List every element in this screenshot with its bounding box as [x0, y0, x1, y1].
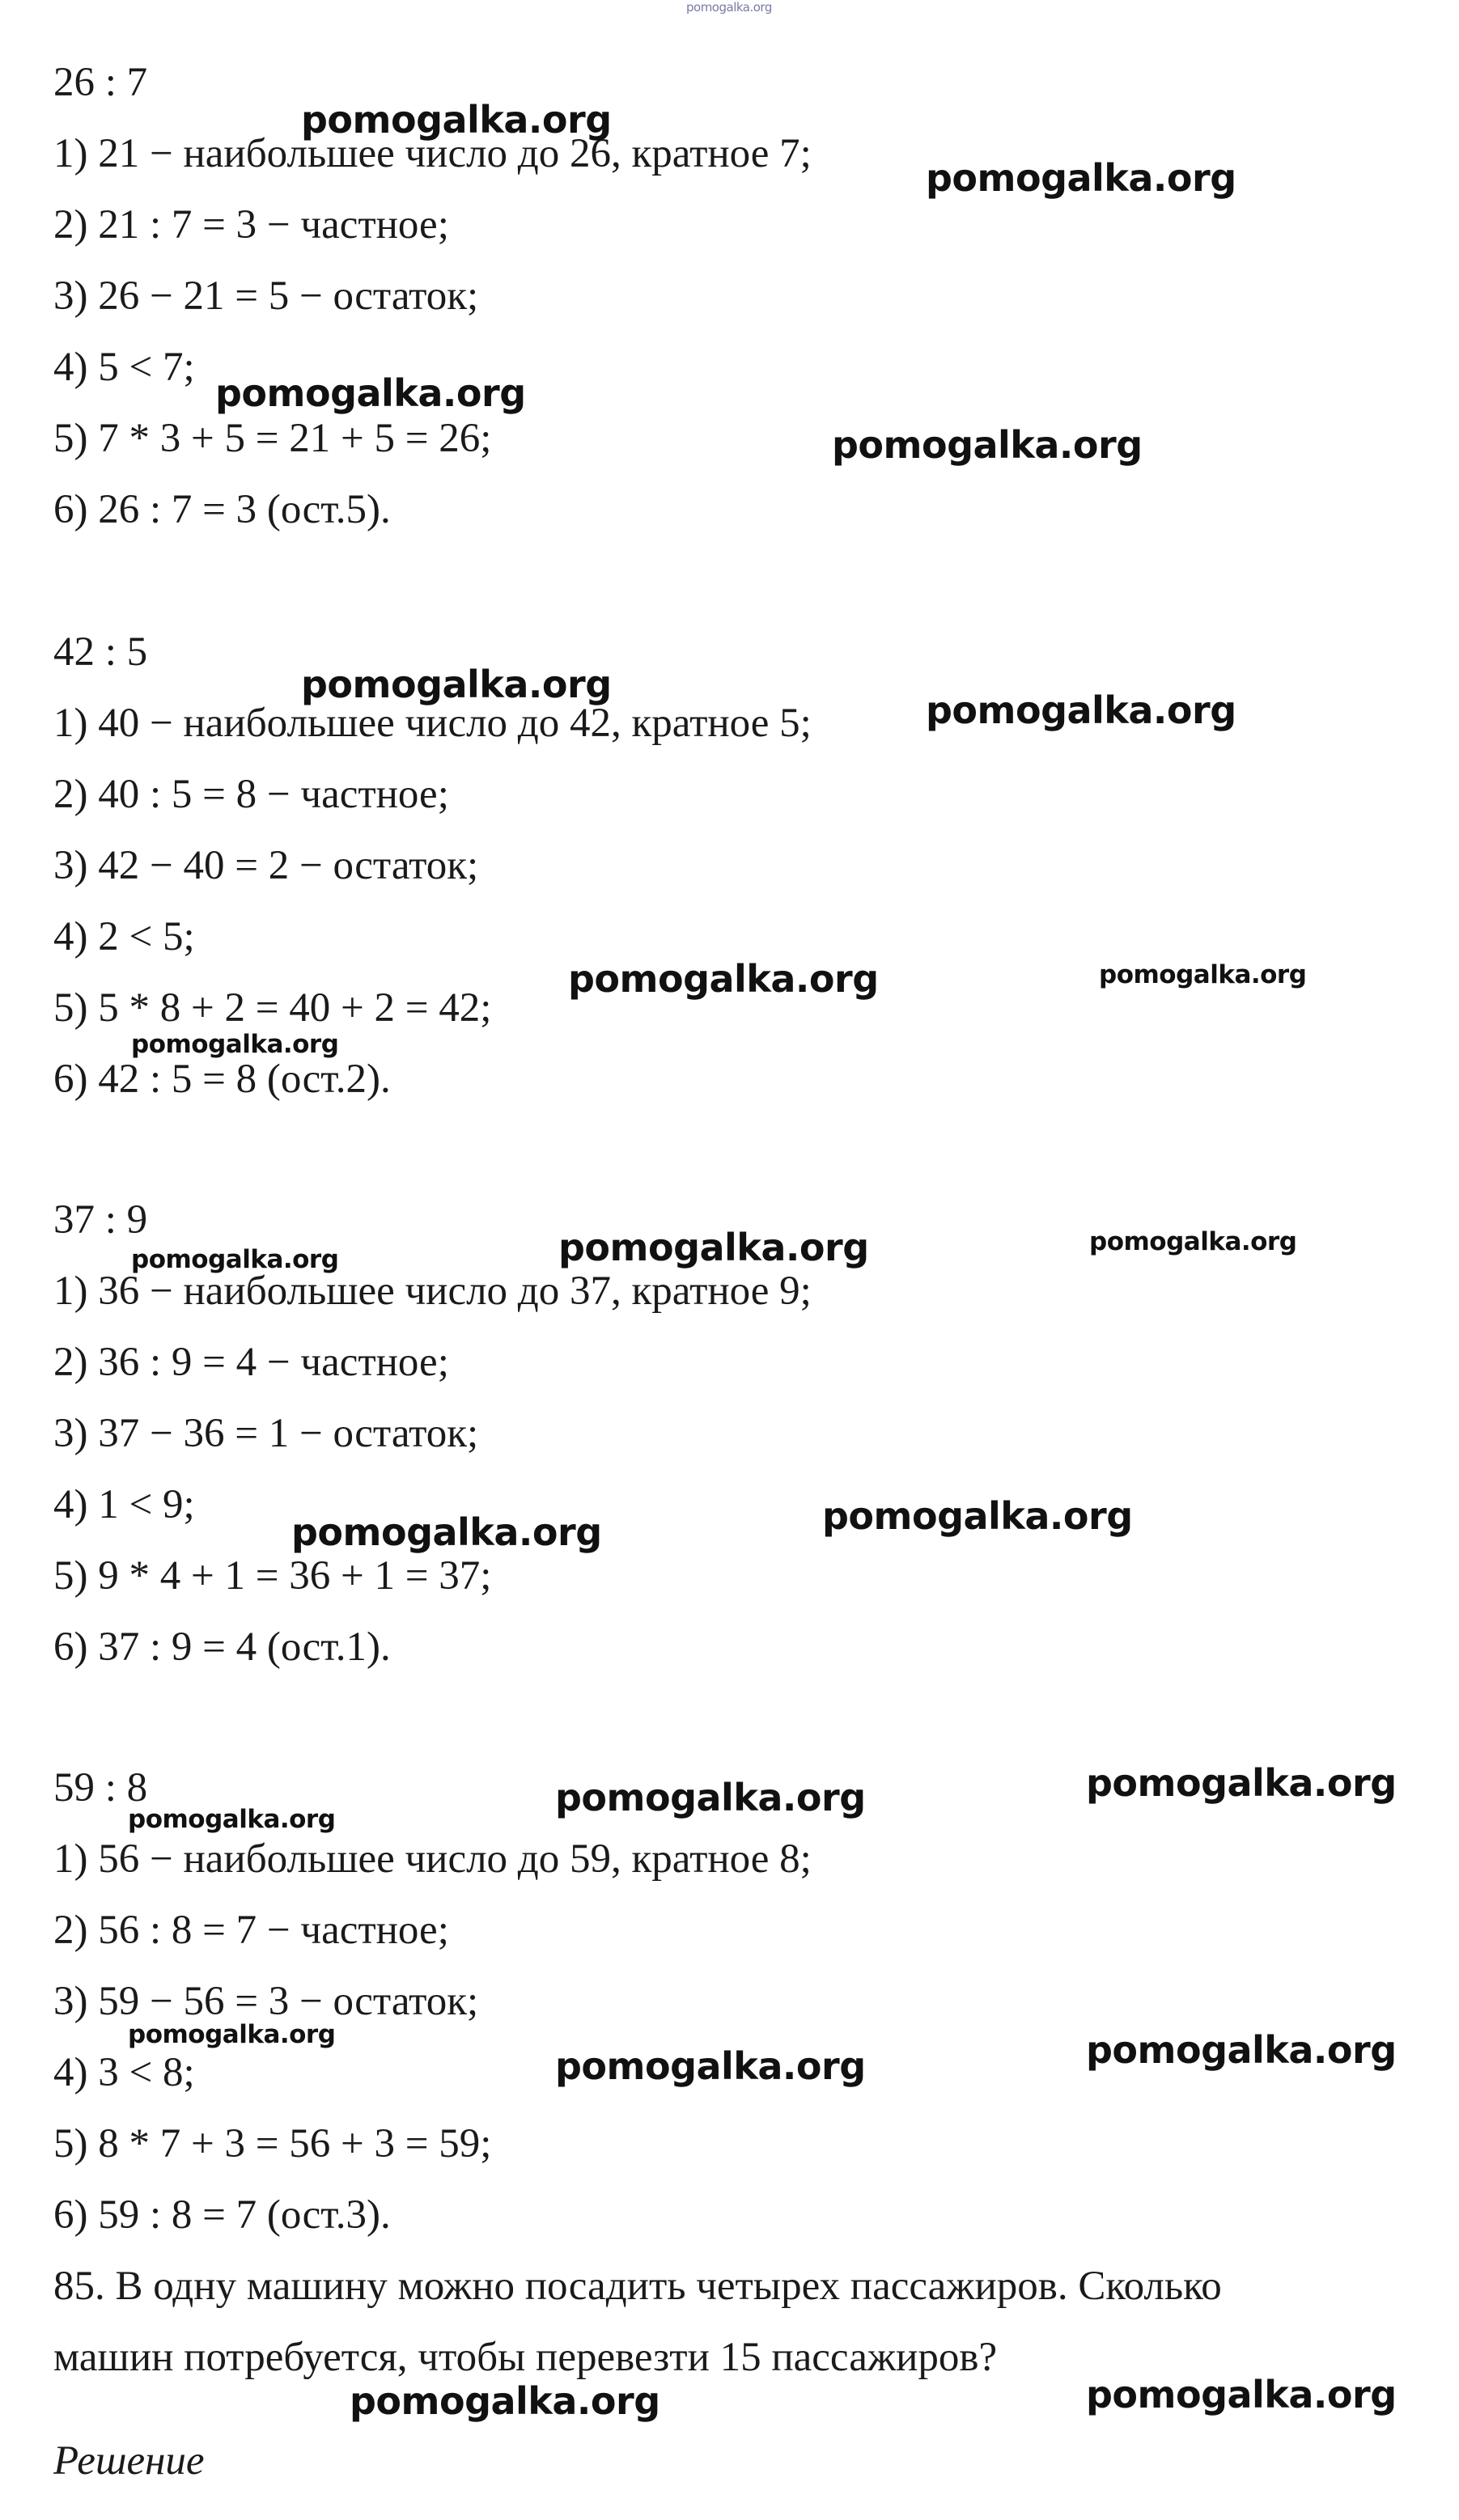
block-4-step-6: 6) 59 : 8 = 7 (ост.3).: [53, 2192, 391, 2238]
block-3-step-1: 1) 36 − наибольшее число до 37, кратное 9;: [53, 1268, 812, 1314]
watermark: pomogalka.org: [555, 2044, 866, 2088]
watermark: pomogalka.org: [1086, 2028, 1397, 2072]
problem-text-line-2: машин потребуется, чтобы перевезти 15 пассажиров?: [53, 2335, 998, 2380]
block-1-step-6: 6) 26 : 7 = 3 (ост.5).: [53, 487, 391, 532]
problem-text-line-1: 85. В одну машину можно посадить четырех пассажиров. Сколько: [53, 2264, 1222, 2309]
watermark: pomogalka.org: [128, 2020, 336, 2049]
watermark: pomogalka.org: [822, 1494, 1133, 1538]
watermark: pomogalka.org: [301, 663, 612, 706]
block-2-step-6: 6) 42 : 5 = 8 (ост.2).: [53, 1057, 391, 1102]
watermark: pomogalka.org: [128, 1805, 336, 1834]
block-2-heading: 42 : 5: [53, 629, 148, 675]
block-4-step-3: 3) 59 − 56 = 3 − остаток;: [53, 1979, 479, 2024]
block-3-step-6: 6) 37 : 9 = 4 (ост.1).: [53, 1624, 391, 1670]
block-4-step-4: 4) 3 < 8;: [53, 2050, 195, 2095]
block-3-step-2: 2) 36 : 9 = 4 − частное;: [53, 1340, 449, 1385]
watermark: pomogalka.org: [1086, 2373, 1397, 2416]
block-2-step-1: 1) 40 − наибольшее число до 42, кратное 5;: [53, 701, 812, 746]
block-2-step-4: 4) 2 < 5;: [53, 914, 195, 959]
block-4-step-1: 1) 56 − наибольшее число до 59, кратное 8;: [53, 1836, 812, 1882]
block-1-step-3: 3) 26 − 21 = 5 − остаток;: [53, 273, 479, 319]
watermark: pomogalka.org: [350, 2379, 660, 2423]
watermark: pomogalka.org: [1086, 1761, 1397, 1805]
block-2-step-3: 3) 42 − 40 = 2 − остаток;: [53, 843, 479, 888]
block-4-heading: 59 : 8: [53, 1765, 148, 1811]
block-2-step-2: 2) 40 : 5 = 8 − частное;: [53, 772, 449, 817]
block-4-step-5: 5) 8 * 7 + 3 = 56 + 3 = 59;: [53, 2121, 492, 2166]
watermark: pomogalka.org: [926, 688, 1236, 732]
block-1-heading: 26 : 7: [53, 60, 148, 105]
block-3-step-5: 5) 9 * 4 + 1 = 36 + 1 = 37;: [53, 1553, 492, 1599]
watermark: pomogalka.org: [832, 423, 1143, 467]
watermark: pomogalka.org: [131, 1030, 339, 1059]
watermark: pomogalka.org: [291, 1510, 602, 1554]
solution-label: Решение: [53, 2438, 205, 2484]
block-3-heading: 37 : 9: [53, 1197, 148, 1243]
watermark: pomogalka.org: [215, 371, 526, 415]
watermark: pomogalka.org: [131, 1245, 339, 1274]
watermark: pomogalka.org: [926, 156, 1236, 200]
block-1-step-2: 2) 21 : 7 = 3 − частное;: [53, 202, 449, 248]
block-4-step-2: 2) 56 : 8 = 7 − частное;: [53, 1908, 449, 1953]
block-1-step-5: 5) 7 * 3 + 5 = 21 + 5 = 26;: [53, 416, 492, 461]
block-3-step-4: 4) 1 < 9;: [53, 1482, 195, 1527]
watermark: pomogalka.org: [1099, 960, 1307, 989]
block-1-step-1: 1) 21 − наибольшее число до 26, кратное 7;: [53, 131, 812, 176]
watermark: pomogalka.org: [555, 1776, 866, 1819]
watermark: pomogalka.org: [301, 98, 612, 142]
watermark: pomogalka.org: [558, 1226, 869, 1269]
block-1-step-4: 4) 5 < 7;: [53, 345, 195, 390]
watermark: pomogalka.org: [1089, 1227, 1297, 1256]
block-2-step-5: 5) 5 * 8 + 2 = 40 + 2 = 42;: [53, 985, 492, 1031]
watermark: pomogalka.org: [568, 957, 879, 1001]
header-watermark: pomogalka.org: [686, 0, 772, 15]
block-3-step-3: 3) 37 − 36 = 1 − остаток;: [53, 1411, 479, 1456]
